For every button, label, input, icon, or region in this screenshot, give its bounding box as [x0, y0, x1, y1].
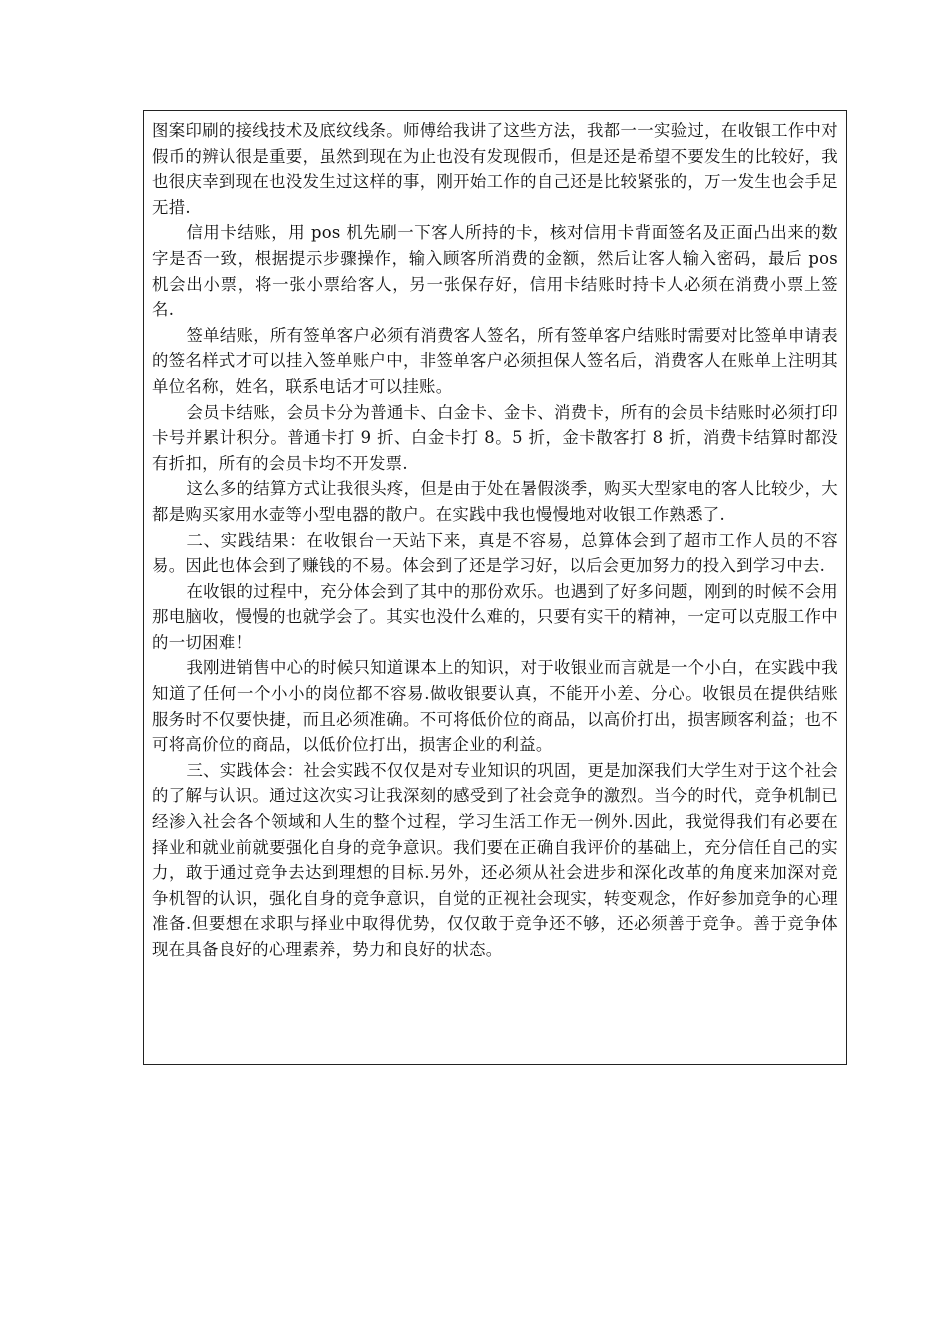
paragraph-credit-card-checkout: 信用卡结账，用 pos 机先刷一下客人所持的卡，核对信用卡背面签名及正面凸出来的数字是否一致，根据提示步骤操作，输入顾客所消费的金额，然后让客人输入密码，最后 pos 机会出小票，将一张小票给客人，另一张保存好，信用卡结账时持卡人必须在消费小票上签名.: [152, 223, 838, 320]
paragraph-cashier-experience: 在收银的过程中，充分体会到了其中的那份欢乐。也遇到了好多问题，刚到的时候不会用那电脑收，慢慢的也就学会了。其实也没什么难的，只要有实干的精神，一定可以克服工作中的一切困难！: [152, 581, 838, 652]
paragraph-practice-reflection: 三、实践体会：社会实践不仅仅是对专业知识的巩固，更是加深我们大学生对于这个社会的了解与认识。通过这次实习让我深刻的感受到了社会竞争的激烈。当今的时代，竞争机制已经渗入社会各个领域和人生的整个过程，学习生活工作无一例外.因此，我觉得我们有必要在择业和就业前就要强化自身的竞争意识。我们要在正确自我评价的基础上，充分信任自己的实力，敢于通过竞争去达到理想的目标.另外，还必须从社会进步和深化改革的角度来加深对竞争机智的认识，强化自身的竞争意识，自觉的正视社会现实，转变观念，作好参加竞争的心理准备.但要想在求职与择业中取得优势，仅仅敢于竞争还不够，还必须善于竞争。善于竞争体现在具备良好的心理素养，势力和良好的状态。: [152, 760, 838, 959]
paragraph-payment-methods: 这么多的结算方式让我很头疼，但是由于处在暑假淡季，购买大型家电的客人比较少，大都是购买家用水壶等小型电器的散户。在实践中我也慢慢地对收银工作熟悉了.: [152, 479, 838, 524]
paragraph-practice-results: 二、实践结果：在收银台一天站下来，真是不容易，总算体会到了超市工作人员的不容易。因此也体会到了赚钱的不易。体会到了还是学习好，以后会更加努力的投入到学习中去.: [152, 530, 838, 576]
paragraph-counterfeit-detection: 图案印刷的接线技术及底纹线条。师傅给我讲了这些方法，我都一一实验过，在收银工作中对假币的辨认很是重要，虽然到现在为止也没有发现假币，但是还是希望不要发生的比较好，我也很庆幸到现在也没发生过这样的事，刚开始工作的自己还是比较紧张的，万一发生也会手足无措.: [152, 121, 838, 217]
paragraph-signed-bill-checkout: 签单结账，所有签单客户必须有消费客人签名，所有签单客户结账时需要对比签单申请表的签名样式才可以挂入签单账户中，非签单客户必须担保人签名后，消费客人在账单上注明其单位名称，姓名，联系电话才可以挂账。: [152, 325, 838, 396]
document-body: [152, 118, 838, 963]
paragraph-cashier-lessons: 我刚进销售中心的时候只知道课本上的知识，对于收银业而言就是一个小白，在实践中我知道了任何一个小小的岗位都不容易.做收银要认真，不能开小差、分心。收银员在提供结账服务时不仅要快捷，而且必须准确。不可将低价位的商品，以高价打出，损害顾客利益；也不可将高价位的商品，以低价位打出，损害企业的利益。: [152, 658, 838, 755]
paragraph-member-card-checkout: 会员卡结账，会员卡分为普通卡、白金卡、金卡、消费卡，所有的会员卡结账时必须打印卡号并累计积分。普通卡打 9 折、白金卡打 8。5 折，金卡散客打 8 折，消费卡结算时都没有折扣，所有的会员卡均不开发票.: [152, 402, 838, 473]
